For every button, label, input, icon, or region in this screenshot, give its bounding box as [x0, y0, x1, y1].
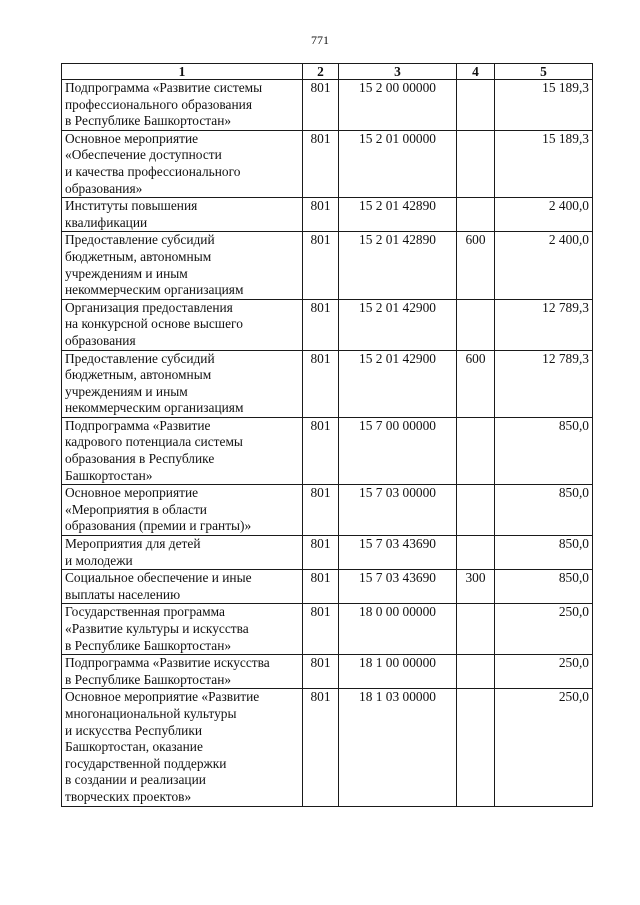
expense-type-cell — [457, 536, 495, 570]
ministry-code-cell: 801 — [303, 350, 339, 417]
table-row — [62, 417, 593, 484]
amount-cell: 250,0 — [495, 689, 593, 806]
column-header-2: 2 — [303, 64, 339, 80]
target-article-cell: 15 2 01 42890 — [339, 232, 457, 299]
amount-cell: 12 789,3 — [495, 299, 593, 350]
target-article-cell: 15 2 01 42900 — [339, 299, 457, 350]
amount-cell: 2 400,0 — [495, 232, 593, 299]
amount-cell: 12 789,3 — [495, 350, 593, 417]
amount-cell: 2 400,0 — [495, 198, 593, 232]
table-row — [62, 130, 593, 197]
target-article-cell: 18 1 00 00000 — [339, 655, 457, 689]
target-article-cell: 15 7 03 00000 — [339, 485, 457, 536]
target-article-cell: 15 2 01 42890 — [339, 198, 457, 232]
target-article-cell: 15 7 00 00000 — [339, 417, 457, 484]
table-row — [62, 232, 593, 299]
ministry-code-cell: 801 — [303, 417, 339, 484]
amount-cell: 15 189,3 — [495, 80, 593, 131]
item-name-cell: Основное мероприятие «Мероприятия в области образования (премии и гранты)» — [62, 485, 303, 536]
expense-type-cell — [457, 417, 495, 484]
item-name-cell: Предоставление субсидий бюджетным, автономным учреждениям и иным некоммерческим организациям — [62, 350, 303, 417]
expense-type-cell — [457, 655, 495, 689]
ministry-code-cell: 801 — [303, 130, 339, 197]
amount-cell: 850,0 — [495, 485, 593, 536]
table-header — [62, 64, 593, 80]
item-name-cell: Подпрограмма «Развитие кадрового потенциала системы образования в Республике Башкортостан» — [62, 417, 303, 484]
item-name-cell: Организация предоставления на конкурсной основе высшего образования — [62, 299, 303, 350]
amount-cell: 250,0 — [495, 655, 593, 689]
item-name-cell: Основное мероприятие «Развитие многонациональной культуры и искусства Республики Башкортостан, оказание государственной поддержки в создании и реализации творческих проектов» — [62, 689, 303, 806]
budget-table — [61, 63, 593, 807]
item-name-cell: Основное мероприятие «Обеспечение доступности и качества профессионального образования» — [62, 130, 303, 197]
expense-type-cell: 600 — [457, 350, 495, 417]
ministry-code-cell: 801 — [303, 80, 339, 131]
expense-type-cell — [457, 485, 495, 536]
amount-cell: 15 189,3 — [495, 130, 593, 197]
item-name-cell: Мероприятия для детей и молодежи — [62, 536, 303, 570]
ministry-code-cell: 801 — [303, 536, 339, 570]
column-header-5: 5 — [495, 64, 593, 80]
item-name-cell: Предоставление субсидий бюджетным, автономным учреждениям и иным некоммерческим организациям — [62, 232, 303, 299]
ministry-code-cell: 801 — [303, 299, 339, 350]
expense-type-cell — [457, 198, 495, 232]
amount-cell: 850,0 — [495, 417, 593, 484]
ministry-code-cell: 801 — [303, 198, 339, 232]
ministry-code-cell: 801 — [303, 604, 339, 655]
item-name-cell: Институты повышения квалификации — [62, 198, 303, 232]
ministry-code-cell: 801 — [303, 485, 339, 536]
target-article-cell: 15 2 01 42900 — [339, 350, 457, 417]
table-row — [62, 299, 593, 350]
expense-type-cell — [457, 80, 495, 131]
item-name-cell: Социальное обеспечение и иные выплаты населению — [62, 570, 303, 604]
amount-cell: 850,0 — [495, 536, 593, 570]
table-row — [62, 536, 593, 570]
column-header-1: 1 — [62, 64, 303, 80]
ministry-code-cell: 801 — [303, 655, 339, 689]
expense-type-cell: 300 — [457, 570, 495, 604]
table-row — [62, 80, 593, 131]
expense-type-cell — [457, 604, 495, 655]
ministry-code-cell: 801 — [303, 689, 339, 806]
column-header-3: 3 — [339, 64, 457, 80]
item-name-cell: Государственная программа «Развитие культуры и искусства в Республике Башкортостан» — [62, 604, 303, 655]
target-article-cell: 15 2 01 00000 — [339, 130, 457, 197]
target-article-cell: 15 2 00 00000 — [339, 80, 457, 131]
target-article-cell: 18 1 03 00000 — [339, 689, 457, 806]
table-row — [62, 198, 593, 232]
table-row — [62, 604, 593, 655]
item-name-cell: Подпрограмма «Развитие системы профессионального образования в Республике Башкортостан» — [62, 80, 303, 131]
expense-type-cell: 600 — [457, 232, 495, 299]
table-row — [62, 655, 593, 689]
target-article-cell: 15 7 03 43690 — [339, 536, 457, 570]
ministry-code-cell: 801 — [303, 232, 339, 299]
expense-type-cell — [457, 299, 495, 350]
item-name-cell: Подпрограмма «Развитие искусства в Республике Башкортостан» — [62, 655, 303, 689]
table-row — [62, 485, 593, 536]
expense-type-cell — [457, 689, 495, 806]
amount-cell: 850,0 — [495, 570, 593, 604]
table-row — [62, 689, 593, 806]
ministry-code-cell: 801 — [303, 570, 339, 604]
target-article-cell: 15 7 03 43690 — [339, 570, 457, 604]
header-row — [62, 64, 593, 80]
target-article-cell: 18 0 00 00000 — [339, 604, 457, 655]
expense-type-cell — [457, 130, 495, 197]
table-row — [62, 350, 593, 417]
page-number: 771 — [311, 33, 329, 47]
table-row — [62, 570, 593, 604]
table-body — [62, 80, 593, 807]
amount-cell: 250,0 — [495, 604, 593, 655]
column-header-4: 4 — [457, 64, 495, 80]
